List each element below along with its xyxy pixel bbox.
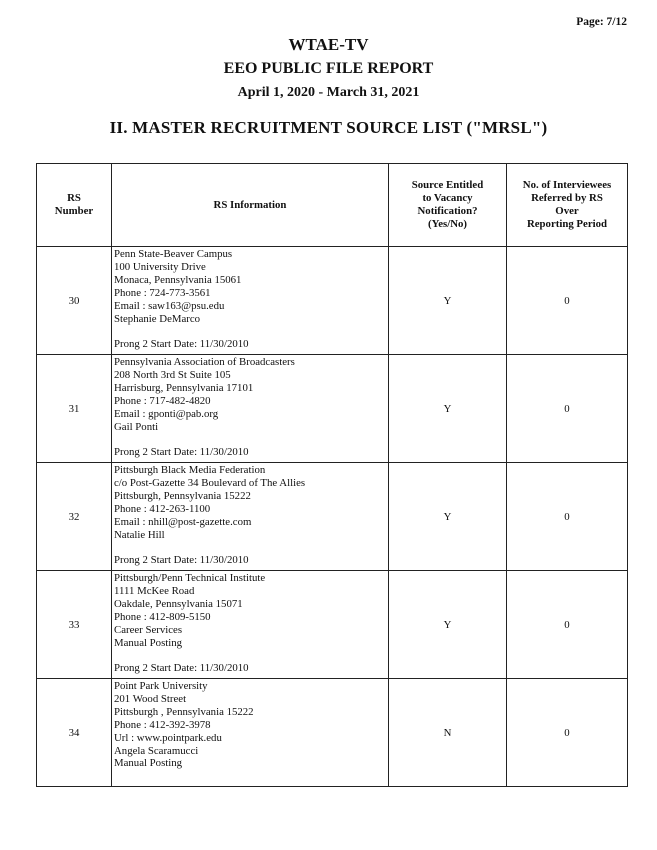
header-rs-number-line: RS	[67, 192, 81, 204]
rs-info-line: Career Services	[114, 623, 183, 636]
header-interviewees-line: Referred by RS	[531, 192, 603, 204]
rs-info-line: Point Park University	[114, 680, 208, 692]
rs-info-line: Email : gponti@pab.org	[114, 407, 219, 420]
recruitment-source-table	[36, 163, 628, 787]
header-rs-information-label: RS Information	[213, 198, 287, 211]
page-number: Page: 7/12	[576, 16, 627, 28]
header-interviewees	[507, 164, 628, 247]
interviewees-count-cell: 0	[507, 247, 628, 355]
table-row	[37, 679, 628, 787]
table-row	[37, 463, 628, 571]
rs-info-line: Manual Posting	[114, 636, 183, 649]
info-spacer	[114, 325, 388, 338]
report-title: EEO PUBLIC FILE REPORT	[223, 60, 434, 77]
rs-number-cell: 32	[37, 463, 112, 571]
source-entitled-cell: N	[389, 679, 507, 787]
source-entitled-cell: Y	[389, 463, 507, 571]
rs-info-line: Phone : 412-809-5150	[114, 610, 211, 623]
header-interviewees-line: Reporting Period	[526, 218, 608, 230]
source-entitled-cell: Y	[389, 571, 507, 679]
rs-number-cell: 30	[37, 247, 112, 355]
header-source-entitled-line: Notification?	[417, 205, 478, 217]
rs-info-line: Pennsylvania Association of Broadcasters	[114, 356, 295, 368]
interviewees-count-cell: 0	[507, 571, 628, 679]
table-row	[37, 247, 628, 355]
rs-number-cell: 34	[37, 679, 112, 787]
rs-info-line: Harrisburg, Pennsylvania 17101	[114, 381, 254, 394]
header-rs-number	[37, 164, 112, 247]
rs-info-line: Pittsburgh, Pennsylvania 15222	[114, 489, 251, 502]
rs-info-line: 100 University Drive	[114, 260, 206, 273]
table-row	[37, 355, 628, 463]
interviewees-count-cell: 0	[507, 355, 628, 463]
rs-information-cell	[112, 247, 389, 355]
header-interviewees-line: Over	[555, 205, 579, 217]
info-spacer	[114, 433, 388, 446]
rs-number-cell: 33	[37, 571, 112, 679]
rs-info-line: Gail Ponti	[114, 420, 159, 433]
rs-info-line: Pittsburgh/Penn Technical Institute	[114, 572, 266, 584]
rs-info-line: Oakdale, Pennsylvania 15071	[114, 597, 243, 610]
rs-info-line: Phone : 412-392-3978	[114, 718, 211, 731]
table-body	[37, 247, 628, 787]
rs-info-line: Phone : 724-773-3561	[114, 286, 211, 299]
interviewees-count-cell: 0	[507, 463, 628, 571]
header-rs-information	[112, 164, 389, 247]
rs-info-line: Email : nhill@post-gazette.com	[114, 515, 252, 528]
source-entitled-cell: Y	[389, 247, 507, 355]
header-source-entitled-line: to Vacancy	[422, 192, 473, 204]
interviewees-count-cell: 0	[507, 679, 628, 787]
table-header-row	[37, 164, 628, 247]
station-name: WTAE-TV	[288, 35, 369, 54]
rs-info-line: Pittsburgh Black Media Federation	[114, 464, 266, 476]
rs-info-line: c/o Post-Gazette 34 Boulevard of The Allies	[114, 476, 306, 489]
rs-number-cell: 31	[37, 355, 112, 463]
rs-information-cell	[112, 463, 389, 571]
rs-info-line: Email : saw163@psu.edu	[114, 299, 225, 312]
rs-info-line: Natalie Hill	[114, 528, 165, 541]
rs-info-line: Prong 2 Start Date: 11/30/2010	[114, 662, 249, 675]
source-entitled-cell: Y	[389, 355, 507, 463]
rs-info-line: Phone : 412-263-1100	[114, 502, 211, 515]
rs-info-line: Prong 2 Start Date: 11/30/2010	[114, 446, 249, 459]
info-spacer	[114, 649, 388, 662]
header-source-entitled	[389, 164, 507, 247]
rs-info-line: 201 Wood Street	[114, 692, 187, 705]
rs-info-line: Manual Posting	[114, 757, 183, 770]
rs-information-cell	[112, 679, 389, 787]
header-rs-number-line: Number	[54, 205, 94, 217]
info-spacer	[114, 541, 388, 554]
rs-information-cell	[112, 355, 389, 463]
rs-info-line: Phone : 717-482-4820	[114, 394, 211, 407]
rs-info-line: 208 North 3rd St Suite 105	[114, 368, 231, 381]
report-header	[0, 34, 657, 104]
rs-info-line: Monaca, Pennsylvania 15061	[114, 273, 242, 286]
rs-info-line: 1111 McKee Road	[114, 584, 195, 597]
section-title: II. MASTER RECRUITMENT SOURCE LIST ("MRSL")	[109, 118, 548, 137]
rs-info-line: Angela Scaramucci	[114, 744, 199, 757]
rs-info-line: Url : www.pointpark.edu	[114, 731, 222, 744]
header-source-entitled-line: Source Entitled	[411, 179, 484, 191]
rs-info-line: Penn State-Beaver Campus	[114, 248, 233, 260]
rs-info-line: Stephanie DeMarco	[114, 312, 201, 325]
header-interviewees-line: No. of Interviewees	[522, 179, 612, 191]
table-row	[37, 571, 628, 679]
rs-information-cell	[112, 571, 389, 679]
rs-info-line: Pittsburgh , Pennsylvania 15222	[114, 705, 254, 718]
rs-info-line: Prong 2 Start Date: 11/30/2010	[114, 554, 249, 567]
report-period: April 1, 2020 - March 31, 2021	[237, 85, 420, 100]
rs-info-line: Prong 2 Start Date: 11/30/2010	[114, 338, 249, 351]
header-source-entitled-line: (Yes/No)	[428, 218, 467, 230]
